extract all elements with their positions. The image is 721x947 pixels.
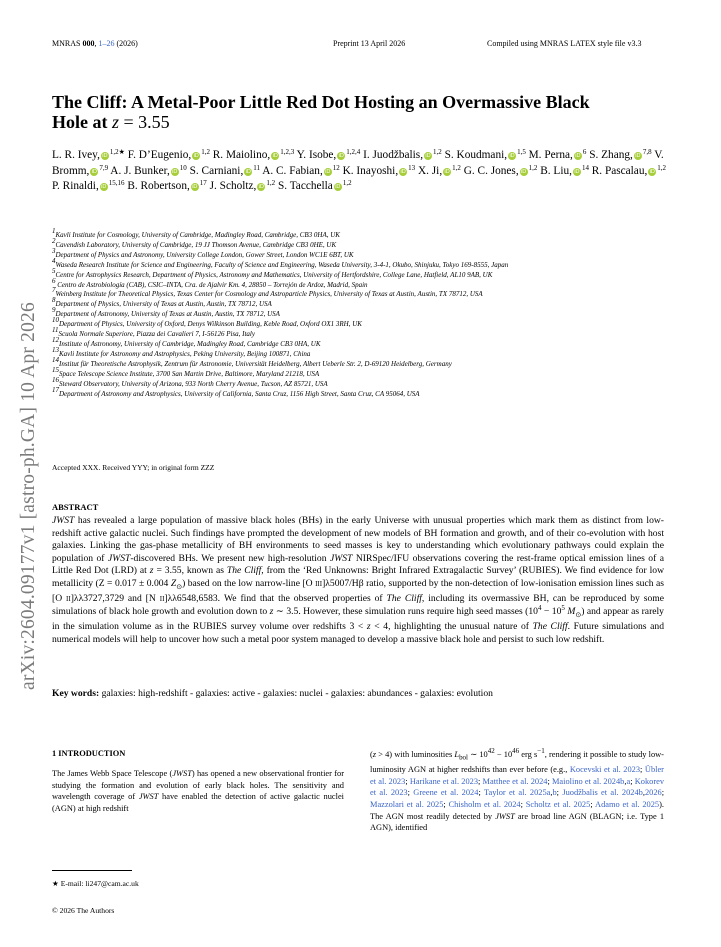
orcid-icon[interactable]: iD xyxy=(172,168,178,175)
affiliation: $^2$Cavendish Laboratory, University of Cambridge, 19 JJ Thomson Avenue, Cambridge CB3 0HE, UK xyxy=(52,236,337,249)
footnote-rule xyxy=(52,870,132,871)
affiliation: $^{14}$Institut für Theoretische Astrophysik, Zentrum für Astronomie, Universität Heidelberg, Albert Ueberle Str. 2, D-69120 Heidelberg, Germany xyxy=(52,355,452,368)
author: F. D’Eugenio, iD $^{1,2}$ xyxy=(127,148,210,161)
author: S. Tacchella iD $^{1,2}$ xyxy=(277,179,352,192)
author: K. Inayoshi, iD $^{13}$ xyxy=(342,163,416,177)
orcid-icon[interactable]: iD xyxy=(635,153,641,159)
orcid-icon[interactable]: iD xyxy=(338,153,344,159)
affiliation: $^8$Department of Physics, University of Texas at Austin, Austin, TX 78712, USA xyxy=(52,296,272,309)
reference-link[interactable]: a xyxy=(626,776,631,786)
affiliation: $^6$ Centro de Astrobiología (CAB), CSIC–INTA, Cra. de Ajalvir Km. 4, 28850 – Torrejón de Ardoz, Madrid, Spain xyxy=(52,276,368,289)
affiliation: $^3$Department of Physics and Astronomy, University College London, Gower Street, London WC1E 6BT, UK xyxy=(52,246,354,259)
affiliation: $^{12}$Institute of Astronomy, University of Cambridge, Madingley Road, Cambridge CB3 0HA, UK xyxy=(52,335,321,348)
author: P. Rinaldi, iD $^{15,16}$ xyxy=(52,179,125,192)
orcid-icon[interactable]: iD xyxy=(400,168,406,175)
author: J. Scholtz, iD $^{1,2}$ xyxy=(209,179,276,192)
author: R. Pascalau, iD $^{1,2}$ xyxy=(591,163,667,177)
author: A. C. Fabian, iD $^{12}$ xyxy=(262,163,340,177)
reference-link[interactable]: Adamo et al. 2025 xyxy=(595,800,660,810)
reference-link[interactable]: Chisholm et al. 2024 xyxy=(448,800,521,810)
orcid-icon[interactable]: iD xyxy=(91,168,97,175)
paper-title: The Cliff: A Metal-Poor Little Red Dot Hosting an Overmassive Black Hole at z = 3.55 xyxy=(52,92,590,132)
copyright: © 2026 The Authors xyxy=(52,906,115,915)
author: X. Ji, iD $^{1,2}$ xyxy=(417,163,461,177)
section-heading-introduction: 1 INTRODUCTION xyxy=(52,749,126,758)
orcid-icon[interactable]: iD xyxy=(193,153,199,159)
orcid-icon[interactable]: iD xyxy=(574,168,580,175)
reference-link[interactable]: Juodžbalis et al. 2024b xyxy=(562,788,643,798)
affiliation-list xyxy=(52,227,682,399)
reference-link[interactable]: Maiolino et al. 2024b xyxy=(551,776,625,786)
reference-link[interactable]: Kocevski et al. 2023 xyxy=(569,765,641,775)
orcid-icon[interactable]: iD xyxy=(101,184,107,190)
author-list xyxy=(52,148,668,195)
orcid-icon[interactable]: iD xyxy=(509,153,515,159)
orcid-icon[interactable]: iD xyxy=(272,153,278,159)
author: A. J. Bunker, iD $^{10}$ xyxy=(110,163,187,177)
orcid-icon[interactable]: iD xyxy=(245,168,251,175)
author: R. Maiolino, iD $^{1,2,3}$ xyxy=(212,148,295,161)
reference-link[interactable]: Kokorev et al. 2023 xyxy=(370,776,665,798)
orcid-icon[interactable]: iD xyxy=(425,153,431,159)
reference-link[interactable]: Matthee et al. 2024 xyxy=(482,776,548,786)
author: B. Liu, iD $^{14}$ xyxy=(540,163,589,177)
orcid-icon[interactable]: iD xyxy=(258,184,264,190)
author: I. Juodžbalis, iD $^{1,2}$ xyxy=(363,148,442,161)
abstract-heading: ABSTRACT xyxy=(52,502,99,512)
affiliation: $^{11}$Scuola Normale Superiore, Piazza dei Cavalieri 7, I-56126 Pisa, Italy xyxy=(52,326,255,339)
reference-link[interactable]: 2026 xyxy=(644,788,662,798)
affiliation: $^4$Waseda Research Institute for Science and Engineering, Faculty of Science and Engineering, Waseda University, 3-4-1, Okubo, Shinjuku, Tokyo 169-8555, Japan xyxy=(52,256,509,269)
author: G. C. Jones, iD $^{1,2}$ xyxy=(463,163,538,177)
author: B. Robertson, iD $^{17}$ xyxy=(127,179,207,192)
reference-link[interactable]: Harikane et al. 2023 xyxy=(409,776,479,786)
accepted-line: Accepted XXX. Received YYY; in original form ZZZ xyxy=(52,463,215,472)
reference-link[interactable]: Übler et al. 2023 xyxy=(370,765,664,786)
running-header-citation: MNRAS 000, 1–26 (2026) xyxy=(52,39,138,48)
preprint-date: Preprint 13 April 2026 xyxy=(333,39,406,48)
affiliation: $^{13}$Kavli Institute for Astronomy and Astrophysics, Peking University, Beijing 100871, China xyxy=(52,345,311,358)
arxiv-stamp: arXiv:2604.09177v1 [astro-ph.GA] 10 Apr 2026 xyxy=(18,302,39,690)
reference-link[interactable]: Taylor et al. 2025a xyxy=(483,788,551,798)
reference-link[interactable]: Mazzolari et al. 2025 xyxy=(370,800,444,810)
affiliation: $^{10}$Department of Physics, University of Oxford, Denys Wilkinson Building, Keble Road, Oxford OX1 3RH, UK xyxy=(52,316,362,329)
abstract-text: JWST has revealed a large population of massive black holes (BHs) in the early Universe with unusual properties which mark them as distinct from low-redshift active galactic nuclei. Such findings have prompted the development of new models of BH formation and growth, and of their co-evolution with host galaxies. Linking the gas-phase metallicity of BH environments to seed masses is key to understanding which evolutionary pathways could explain the population of JWST-discovered BHs. We present new high-resolution JWST NIRSpec/IFU observations covering the rest-frame optical emission lines of a Little Red Dot (LRD) at z = 3.55, known as The Cliff, from the ‘Red Unknowns: Bright Infrared Extragalactic Survey’ (RUBIES). We find evidence for low metallicity (Z = 0.017 ± 0.004 $Z_⊙$) based on the low narrow-line [O iii]λ5007/Hβ ratio, supported by the non-detection of low-ionisation emission lines such as [O ii]λλ3727,3729 and [N ii]λλ6548,6583. We find that the observed properties of The Cliff, including its overmassive BH, can be reproduced by some simulations of black hole growth and evolution down to z ∼ 3.5. However, these simulation runs require high seed masses ($10^4 - 10^5$ $M_⊙$) and appear as rarely in the simulation volume as in the RUBIES survey volume over redshifts 3 < z < 4, highlighting the unusual nature of The Cliff. Future simulations and numerical models will help to uncover how such a metal poor system managed to develop a massive black hole and persist to such low redshift. xyxy=(52,515,665,645)
orcid-icon[interactable]: iD xyxy=(521,168,527,175)
affiliation: $^{16}$Steward Observatory, University of Arizona, 933 North Cherry Avenue, Tucson, AZ 85721, USA xyxy=(52,375,328,388)
reference-link[interactable]: Scholtz et al. 2025 xyxy=(525,800,591,810)
compiled-note: Compiled using MNRAS LATEX style file v3.3 xyxy=(487,39,642,48)
reference-link[interactable]: Greene et al. 2024 xyxy=(413,788,479,798)
orcid-icon[interactable]: iD xyxy=(325,168,331,175)
affiliation: $^{17}$Department of Astronomy and Astrophysics, University of California, Santa Cruz, 1156 High Street, Santa Cruz, CA 95064, USA xyxy=(52,385,420,398)
author: S. Carniani, iD $^{11}$ xyxy=(189,163,261,177)
footnote-email: ★ E-mail: li247@cam.ac.uk xyxy=(52,879,139,888)
affiliation: $^{15}$Space Telescope Science Institute, 3700 San Martin Drive, Baltimore, Maryland 21218, USA xyxy=(52,365,320,378)
author: M. Perna, iD $^6$ xyxy=(528,148,587,161)
author: S. Zhang, iD $^{7,8}$ xyxy=(589,148,652,161)
orcid-icon[interactable]: iD xyxy=(649,168,655,175)
author: L. R. Ivey, iD $^{1,2★}$ xyxy=(52,148,125,161)
author: Y. Isobe, iD $^{1,2,4}$ xyxy=(296,148,361,161)
affiliation: $^1$Kavli Institute for Cosmology, University of Cambridge, Madingley Road, Cambridge, CB3 0HA, UK xyxy=(52,227,340,239)
orcid-icon[interactable]: iD xyxy=(335,184,341,190)
keywords: Key words: galaxies: high-redshift - galaxies: active - galaxies: nuclei - galaxies: abundances - galaxies: evolution xyxy=(52,688,493,699)
affiliation: $^9$Department of Astronomy, University of Texas at Austin, Austin, TX 78712, USA xyxy=(52,306,280,319)
reference-link[interactable]: b xyxy=(552,788,557,798)
intro-paragraph: The James Webb Space Telescope (JWST) has opened a new observational frontier for studying the formation and evolution of early black holes. The sensitivity and wavelength coverage of JWST have enabled the detection of active galactic nuclei (AGN) at high redshift xyxy=(52,769,345,813)
orcid-icon[interactable]: iD xyxy=(575,153,581,159)
author: V. Bromm, iD $^{7,9}$ xyxy=(52,149,664,177)
intro-paragraph-column2: (z > 4) with luminosities $L_{bol}$ ∼ $10^{42} - 10^{46}$ erg $s^{-1}$, rendering it possible to study low-luminosity AGN at higher redshifts than ever before (e.g., Kocevski et al. 2023; Übler et al. 2023; Harikane et al. 2023; Matthee et al. 2024; Maiolino et al. 2024b,a; Kokorev et al. 2023; Greene et al. 2024; Taylor et al. 2025a,b; Juodžbalis et al. 2024b,2026; Mazzolari et al. 2025; Chisholm et al. 2024; Scholtz et al. 2025; Adamo et al. 2025). The AGN most readily detected by JWST are broad line AGN (BLAGN; i.e. Type 1 AGN), identified xyxy=(370,747,665,833)
affiliation: $^7$Weinberg Institute for Theoretical Physics, Texas Center for Cosmology and Astroparticle Physics, University of Texas at Austin, Austin, TX 78712, USA xyxy=(52,286,483,299)
orcid-icon[interactable]: iD xyxy=(444,168,450,175)
orcid-icon[interactable]: iD xyxy=(102,153,108,159)
orcid-icon[interactable]: iD xyxy=(192,184,198,190)
page-range-link[interactable]: 1–26 xyxy=(98,39,115,48)
affiliation: $^5$Centre for Astrophysics Research, Department of Physics, Astronomy and Mathematics, University of Hertfordshire, College Lane, Hatfield, AL10 9AB, UK xyxy=(52,266,493,279)
author: S. Koudmani, iD $^{1,5}$ xyxy=(444,148,526,161)
